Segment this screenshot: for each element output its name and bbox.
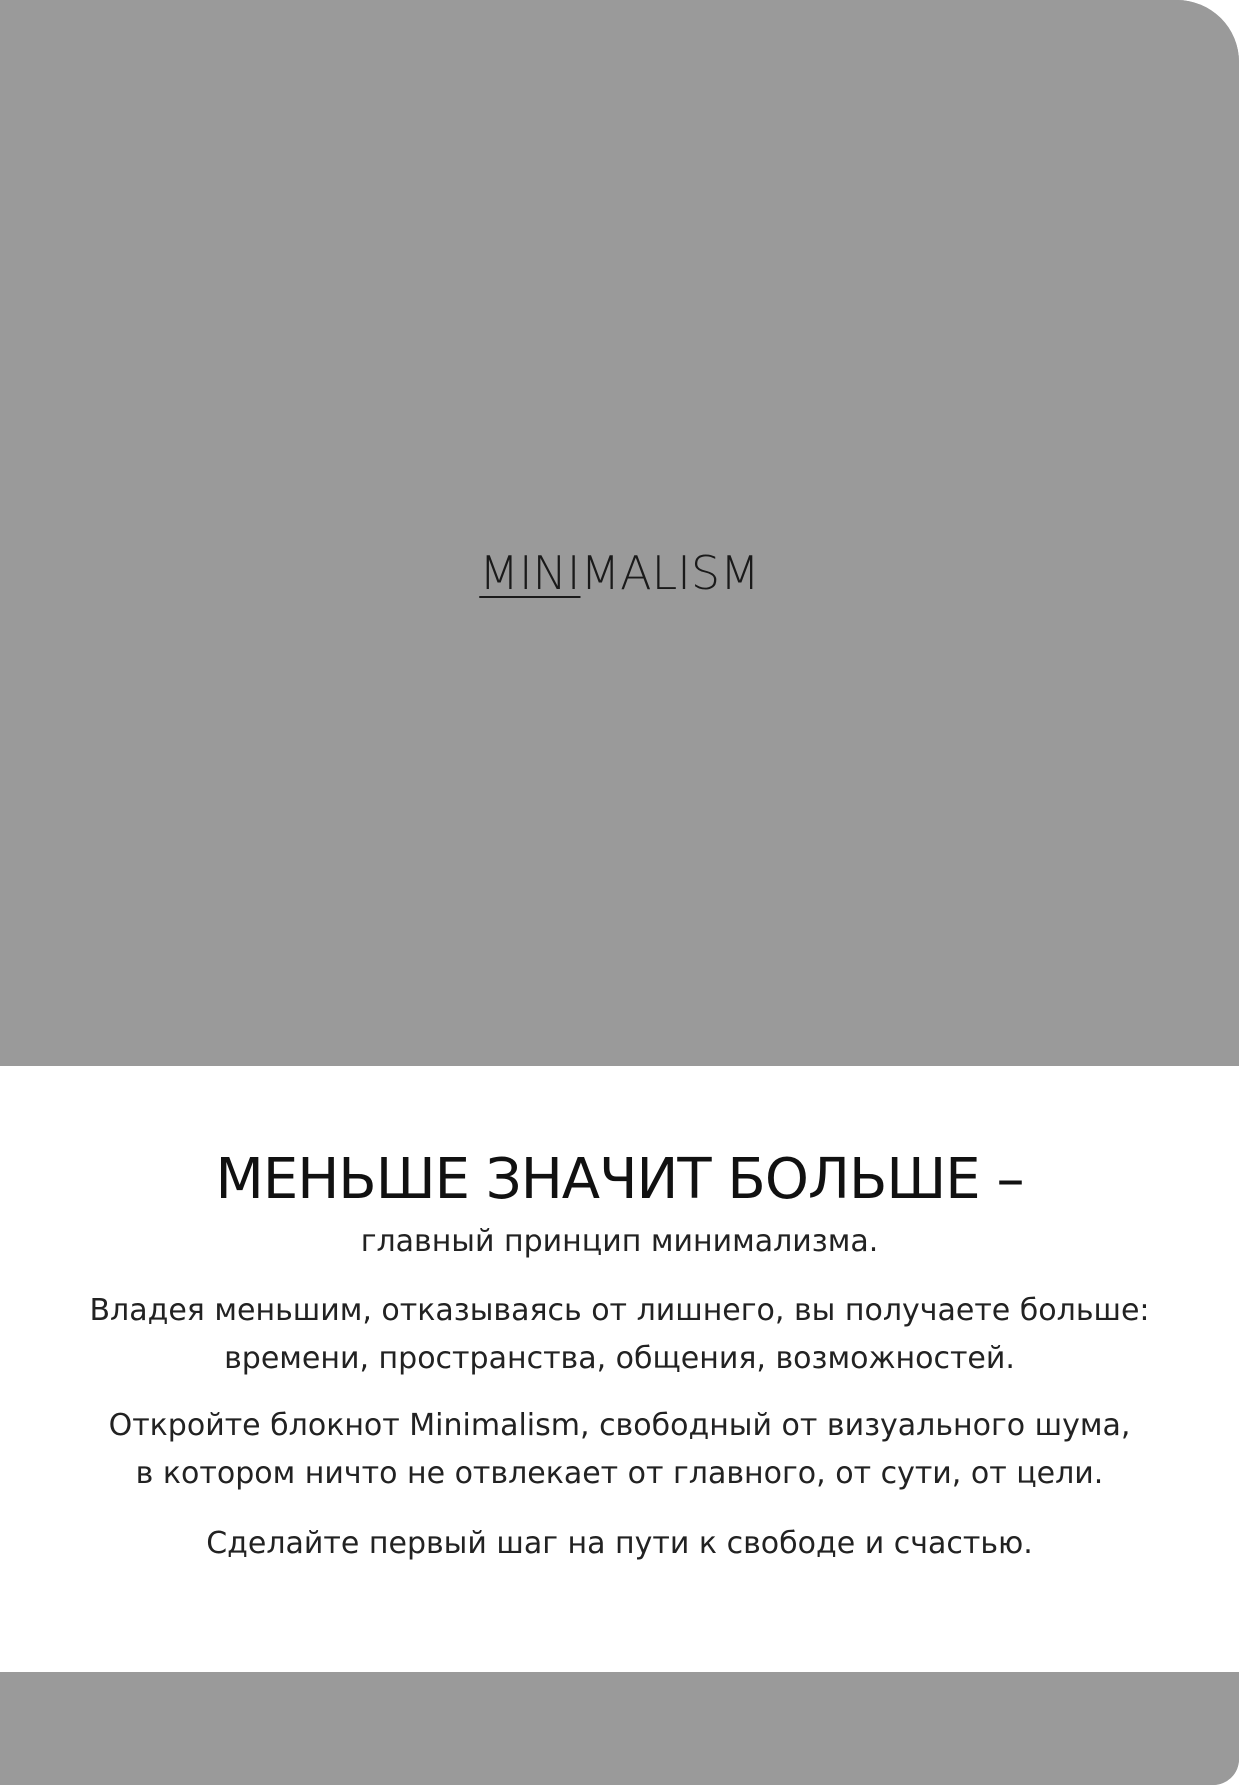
paragraph-line: Владея меньшим, отказываясь от лишнего, вы получаете больше: bbox=[89, 1293, 1150, 1328]
brand-prefix: MINI bbox=[479, 546, 581, 600]
subline: главный принцип минимализма. bbox=[360, 1224, 879, 1259]
paragraph-line: времени, пространства, общения, возможностей. bbox=[224, 1341, 1015, 1376]
paragraph-line: в котором ничто не отвлекает от главного, от сути, от цели. bbox=[135, 1456, 1104, 1491]
paragraph-1 bbox=[0, 1287, 1239, 1383]
brand-logo bbox=[0, 545, 1239, 601]
paragraph-2 bbox=[0, 1402, 1239, 1498]
cover-bottom-panel bbox=[0, 1672, 1239, 1785]
paragraph-line: Откройте блокнот Minimalism, свободный от визуального шума, bbox=[108, 1408, 1131, 1443]
paragraph-line: Сделайте первый шаг на пути к свободе и счастью. bbox=[206, 1526, 1033, 1561]
headline: МЕНЬШЕ ЗНАЧИТ БОЛЬШЕ – bbox=[215, 1147, 1024, 1212]
brand-suffix: MALISM bbox=[580, 546, 760, 600]
paragraph-3 bbox=[0, 1520, 1239, 1568]
